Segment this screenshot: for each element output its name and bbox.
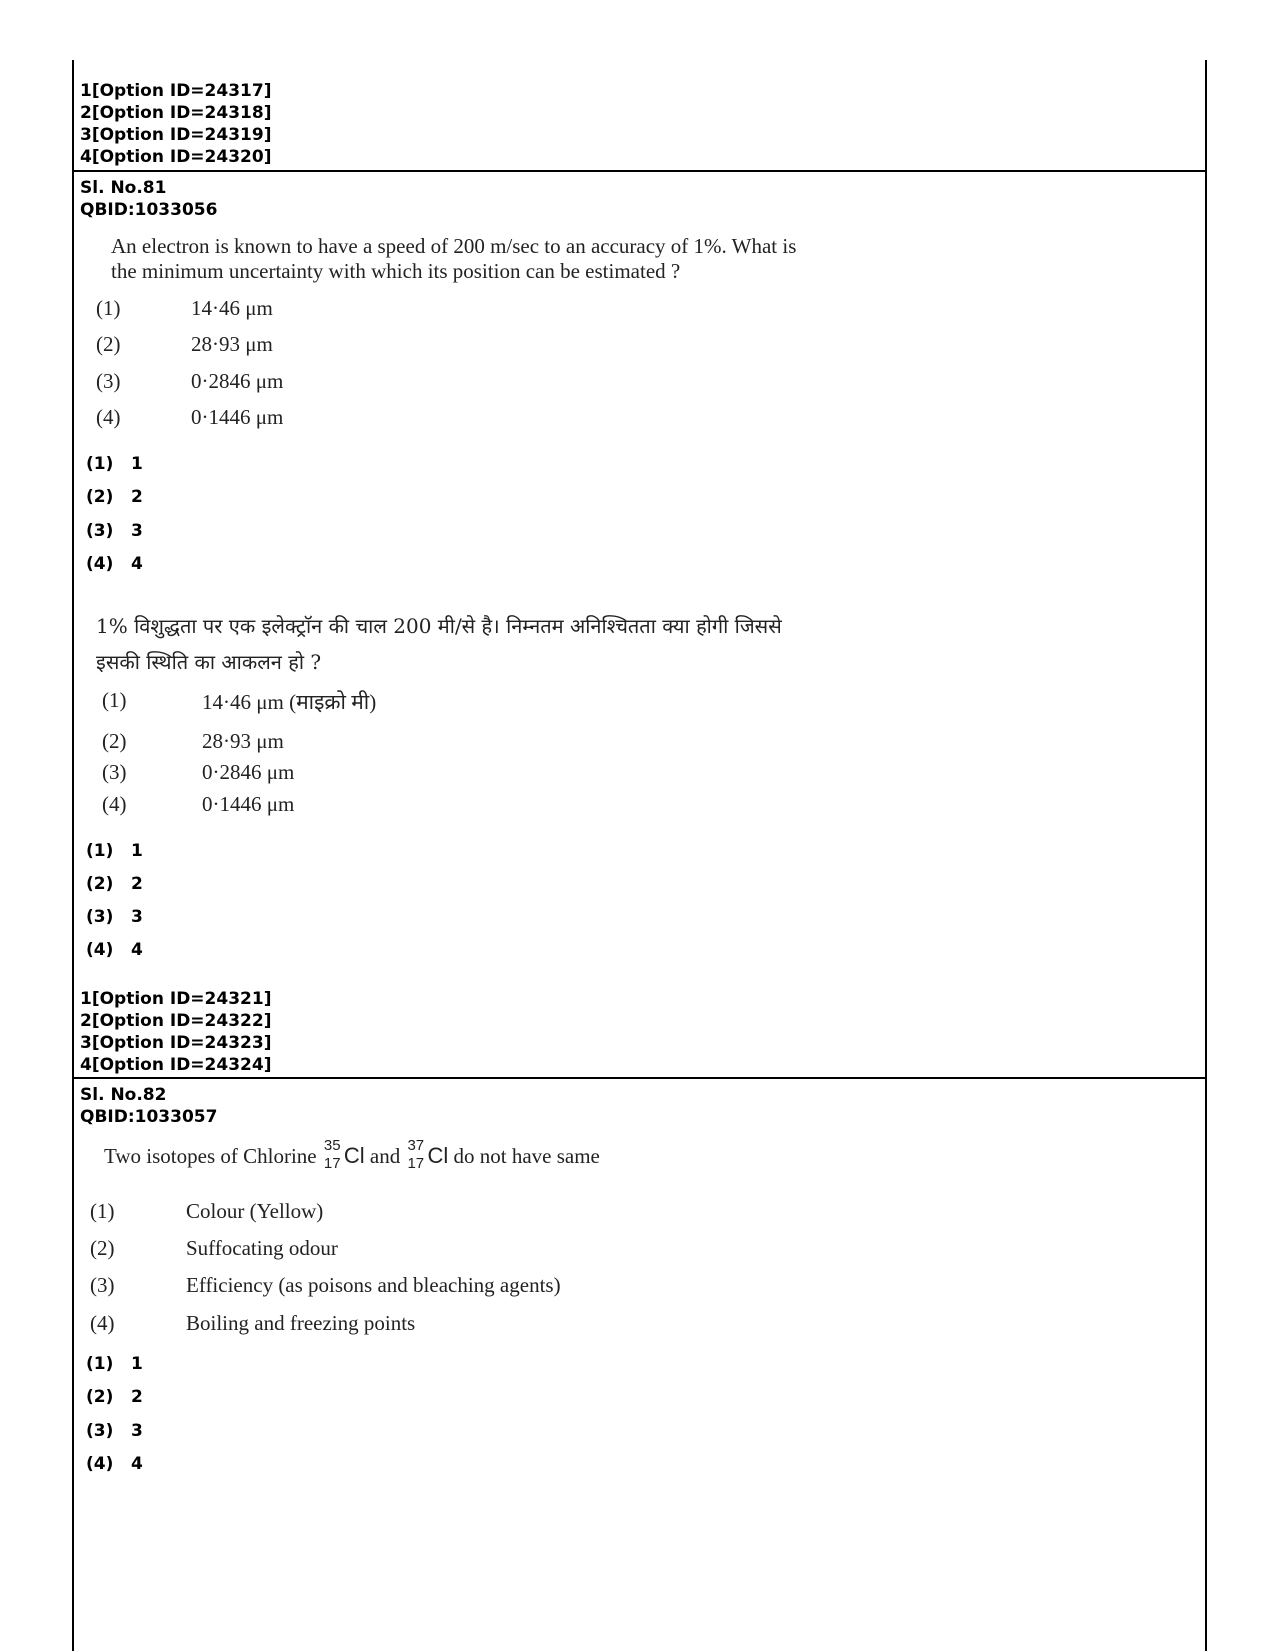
answer-number: (4) — [86, 554, 114, 574]
answer-value: 4 — [131, 554, 143, 574]
option-text: Efficiency (as poisons and bleaching agents) — [186, 1273, 561, 1297]
isotope-notation — [322, 1137, 344, 1172]
option-number: (1) — [102, 688, 127, 712]
qbid: QBID:1033057 — [80, 1107, 218, 1127]
answer-value: 4 — [131, 1454, 143, 1474]
atomic-number: 17 — [407, 1155, 425, 1172]
option-id-line: 1[Option ID=24317] — [80, 81, 272, 101]
element-symbol: Cl — [427, 1143, 449, 1168]
serial-number: Sl. No.82 — [80, 1085, 167, 1105]
question-text-en — [104, 1137, 600, 1172]
qbid: QBID:1033056 — [80, 200, 218, 220]
option-number: (3) — [96, 369, 121, 393]
option-number: (4) — [90, 1311, 115, 1335]
option-number: (4) — [102, 792, 127, 816]
answer-value: 1 — [131, 1354, 143, 1374]
divider — [72, 170, 1207, 172]
answer-value: 3 — [131, 1421, 143, 1441]
answer-choice[interactable] — [86, 521, 143, 541]
answer-number: (1) — [86, 454, 114, 474]
answer-value: 3 — [131, 907, 143, 927]
option-id-line: 4[Option ID=24320] — [80, 147, 272, 167]
option-text: 0·1446 μm — [202, 792, 295, 816]
answer-choice[interactable] — [86, 487, 143, 507]
answer-choice[interactable] — [86, 1354, 143, 1374]
answer-number: (2) — [86, 1387, 114, 1407]
answer-value: 4 — [131, 940, 143, 960]
divider — [72, 1077, 1207, 1079]
option-ids — [80, 988, 271, 1076]
option-number: (2) — [90, 1236, 115, 1260]
answer-choice[interactable] — [86, 1387, 143, 1407]
element-symbol: Cl — [343, 1143, 365, 1168]
answer-choice[interactable] — [86, 907, 143, 927]
answer-value: 2 — [131, 487, 143, 507]
mass-number: 37 — [407, 1137, 425, 1154]
answer-value: 3 — [131, 521, 143, 541]
isotope-notation — [405, 1137, 427, 1172]
option-number: (1) — [90, 1199, 115, 1223]
option-number: (3) — [90, 1273, 115, 1297]
answer-choice[interactable] — [86, 841, 143, 861]
question-text-hi-line2: इसकी स्थिति का आकलन हो ? — [96, 650, 322, 674]
option-id-line: 2[Option ID=24318] — [80, 103, 272, 123]
answer-choice[interactable] — [86, 874, 143, 894]
option-number: (1) — [96, 296, 121, 320]
serial-number: Sl. No.81 — [80, 178, 167, 198]
option-text: 0·2846 μm — [202, 760, 295, 784]
atomic-number: 17 — [323, 1155, 341, 1172]
option-id-line: 2[Option ID=24322] — [80, 1011, 272, 1031]
answer-choice[interactable] — [86, 1421, 143, 1441]
answer-number: (4) — [86, 1454, 114, 1474]
option-text: 14·46 μm (माइक्रो मी) — [202, 690, 377, 714]
answer-value: 1 — [131, 454, 143, 474]
answer-choice[interactable] — [86, 1454, 143, 1474]
stem-text: Two isotopes of Chlorine — [104, 1144, 317, 1168]
question-header — [80, 1084, 217, 1128]
option-text: 0·2846 μm — [191, 369, 284, 393]
answer-number: (3) — [86, 1421, 114, 1441]
answer-number: (1) — [86, 1354, 114, 1374]
answer-number: (3) — [86, 521, 114, 541]
answer-number: (1) — [86, 841, 114, 861]
answer-number: (4) — [86, 940, 114, 960]
answer-choice[interactable] — [86, 554, 143, 574]
answer-choice[interactable] — [86, 454, 143, 474]
option-text: 14·46 μm — [191, 296, 273, 320]
answer-value: 2 — [131, 1387, 143, 1407]
question-header — [80, 177, 217, 221]
question-text-en-line1: An electron is known to have a speed of 200 m/sec to an accuracy of 1%. What is — [111, 234, 797, 258]
mass-number: 35 — [323, 1137, 341, 1154]
question-text-hi-line1: 1% विशुद्धता पर एक इलेक्ट्राॅन की चाल 200 मी/से है। निम्नतम अनिश्चितता क्या होगी जिससे — [96, 614, 782, 638]
option-id-line: 1[Option ID=24321] — [80, 989, 272, 1009]
option-number: (2) — [102, 729, 127, 753]
option-number: (3) — [102, 760, 127, 784]
option-id-line: 3[Option ID=24319] — [80, 125, 272, 145]
option-number: (4) — [96, 405, 121, 429]
answer-value: 2 — [131, 874, 143, 894]
option-text: Colour (Yellow) — [186, 1199, 324, 1223]
option-text: 0·1446 μm — [191, 405, 284, 429]
option-text: 28·93 μm — [202, 729, 284, 753]
option-number: (2) — [96, 332, 121, 356]
answer-value: 1 — [131, 841, 143, 861]
question-text-en-line2: the minimum uncertainty with which its position can be estimated ? — [111, 259, 681, 283]
answer-number: (2) — [86, 874, 114, 894]
option-text: Boiling and freezing points — [186, 1311, 416, 1335]
answer-choice[interactable] — [86, 940, 143, 960]
answer-number: (2) — [86, 487, 114, 507]
option-id-line: 4[Option ID=24324] — [80, 1055, 272, 1075]
stem-text: and — [369, 1144, 401, 1168]
option-id-line: 3[Option ID=24323] — [80, 1033, 272, 1053]
prev-option-ids — [80, 80, 271, 168]
option-text: 28·93 μm — [191, 332, 273, 356]
answer-number: (3) — [86, 907, 114, 927]
option-text: Suffocating odour — [186, 1236, 338, 1260]
stem-text: do not have same — [453, 1144, 600, 1168]
